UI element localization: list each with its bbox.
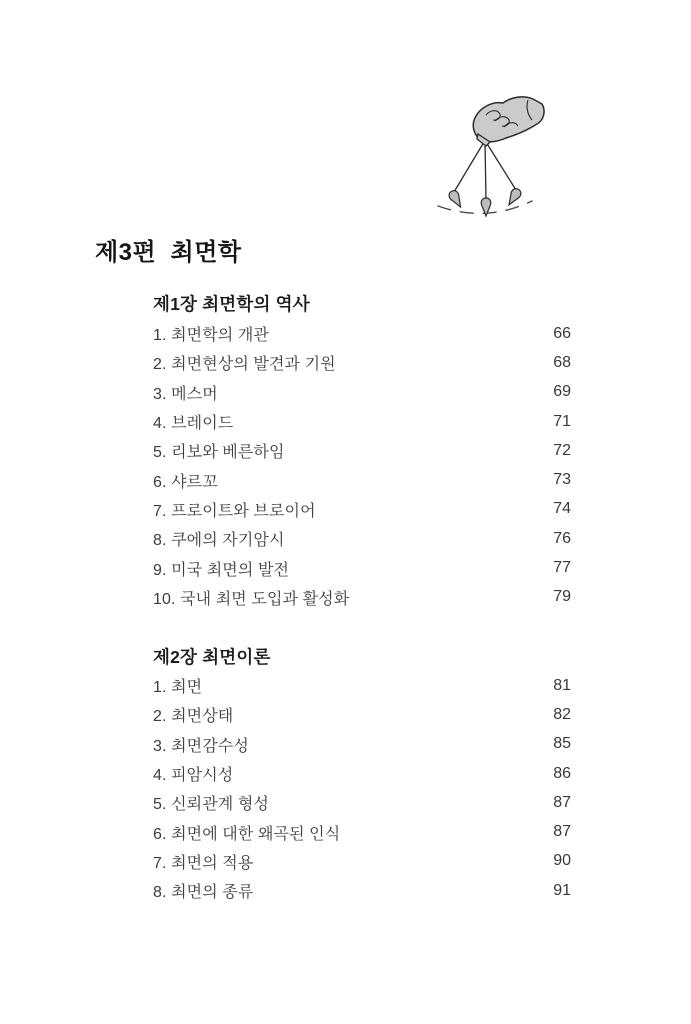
toc-entry: [153, 730, 571, 759]
toc-entry-page: 68: [553, 353, 571, 371]
toc-entry: [153, 788, 571, 817]
toc-entry: [153, 671, 571, 700]
toc-entry: [153, 876, 571, 905]
toc-entry-label: 5. 리보와 베른하임: [153, 444, 285, 462]
toc-entry: [153, 378, 571, 407]
pendulum-bobs: [447, 187, 522, 216]
toc-entry-label: 3. 메스머: [153, 385, 218, 403]
toc-entry: [153, 465, 571, 494]
toc-entry-label: 7. 프로이트와 브로이어: [153, 502, 316, 520]
toc-entry-label: 6. 샤르꼬: [153, 473, 218, 491]
toc-entry: [153, 524, 571, 553]
toc-entry: [153, 495, 571, 524]
toc-entry-page: 82: [553, 705, 571, 723]
toc-entry-page: 91: [553, 881, 571, 899]
toc-entry-page: 79: [553, 588, 571, 606]
toc-entry-label: 10. 국내 최면 도입과 활성화: [153, 590, 350, 608]
toc-entry: [153, 553, 571, 582]
toc-entry: [153, 348, 571, 377]
toc-entry: [153, 759, 571, 788]
toc-entry-label: 5. 신뢰관계 형성: [153, 796, 269, 814]
toc-entry-label: 2. 최면상태: [153, 708, 234, 726]
toc-entry-label: 2. 최면현상의 발견과 기원: [153, 356, 336, 374]
toc-entry-label: 3. 최면감수성: [153, 737, 249, 755]
toc-entry-label: 7. 최면의 적용: [153, 854, 254, 872]
chapter-2-heading: 제2장 최면이론: [153, 647, 271, 667]
toc-entry-page: 71: [553, 412, 571, 430]
toc-entry-page: 77: [553, 559, 571, 577]
chapter-2-toc-list: [153, 671, 571, 905]
toc-entry-page: 74: [553, 500, 571, 518]
toc-entry: [153, 436, 571, 465]
chapter-1-toc-list: [153, 319, 571, 612]
toc-entry: [153, 407, 571, 436]
toc-entry-label: 4. 피암시성: [153, 767, 234, 785]
toc-entry-label: 1. 최면학의 개관: [153, 327, 269, 345]
part-title: 제3편 최면학: [95, 239, 242, 266]
toc-entry-page: 66: [553, 324, 571, 342]
toc-entry-label: 1. 최면: [153, 679, 203, 697]
toc-entry-page: 87: [553, 823, 571, 841]
hand-icon: [473, 97, 544, 146]
chapter-1-heading: 제1장 최면학의 역사: [153, 294, 310, 314]
toc-entry: [153, 583, 571, 612]
toc-entry-page: 73: [553, 471, 571, 489]
hand-holding-pendulum-icon: [420, 90, 600, 230]
toc-entry: [153, 817, 571, 846]
toc-entry-label: 9. 미국 최면의 발전: [153, 561, 290, 579]
toc-entry-page: 76: [553, 529, 571, 547]
toc-entry-page: 90: [553, 852, 571, 870]
toc-entry-label: 4. 브레이드: [153, 415, 234, 433]
toc-entry-page: 87: [553, 793, 571, 811]
toc-entry-page: 85: [553, 735, 571, 753]
toc-entry-page: 81: [553, 676, 571, 694]
toc-entry-page: 69: [553, 383, 571, 401]
toc-entry-page: 86: [553, 764, 571, 782]
toc-entry-label: 6. 최면에 대한 왜곡된 인식: [153, 825, 341, 843]
toc-entry-page: 72: [553, 441, 571, 459]
toc-entry: [153, 700, 571, 729]
toc-entry: [153, 319, 571, 348]
toc-entry-label: 8. 쿠에의 자기암시: [153, 532, 285, 550]
toc-entry: [153, 847, 571, 876]
toc-entry-label: 8. 최면의 종류: [153, 884, 254, 902]
pendulum-strings: [454, 142, 516, 200]
